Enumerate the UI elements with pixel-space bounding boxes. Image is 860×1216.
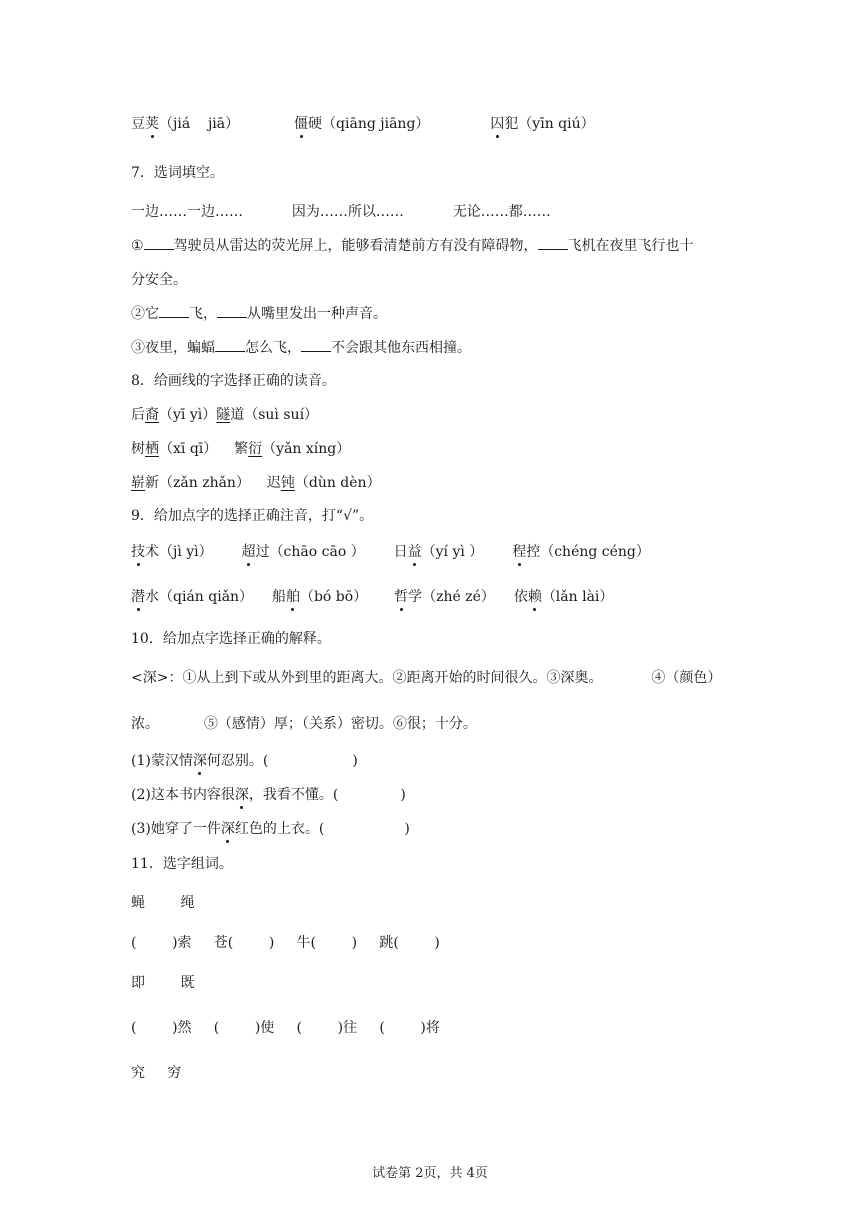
q11-words[interactable]: ( )索 苍( ) 牛( ) 跳( ) — [131, 935, 440, 951]
q8-underlined-char: 衍 — [248, 441, 263, 457]
q11-chars: 蝇 绳 — [131, 895, 195, 911]
q10-sentence-1 — [131, 751, 358, 771]
q8-underlined-char: 栖 — [145, 441, 159, 457]
q9-dotted-char: 潜 — [131, 589, 145, 605]
q9-title: 9．给加点字的选择正确注音，打“√”。 — [131, 508, 374, 524]
q6-pinyin-row — [131, 114, 595, 134]
answer-blank[interactable] — [144, 235, 174, 250]
q7-sentence-2 — [131, 303, 387, 324]
q9-pinyin: 学（zhé zé） — [408, 589, 495, 605]
q10-definition-text: ④（颜色） — [651, 670, 722, 686]
q9-dotted-char: 舶 — [285, 589, 300, 605]
q10-sentence-2 — [131, 785, 406, 805]
q11-group-1-chars — [131, 893, 195, 913]
q8-row-1 — [131, 405, 318, 425]
q8-underlined-char: 钝 — [280, 475, 295, 491]
q7-sentence-3 — [131, 337, 471, 358]
q7-s2-text: ②它 — [131, 306, 159, 322]
answer-blank[interactable] — [301, 337, 331, 352]
q7-sentence-1 — [131, 235, 694, 256]
q8-char: 迟 — [266, 475, 281, 491]
q9-pinyin: 水（qián qiǎn） — [145, 589, 254, 605]
q9-pinyin: （bó bō） — [299, 589, 368, 605]
q10-title: 10．给加点字选择正确的解释。 — [131, 631, 331, 647]
q9-pinyin: 术（jì yì） — [145, 544, 213, 560]
q9-pinyin: （lǎn lài） — [541, 589, 614, 605]
q10-dotted-char: 深 — [192, 753, 207, 769]
q8-underlined-char: 隧 — [216, 407, 231, 423]
q7-s1-text: 飞机在夜里飞行也十 — [567, 238, 694, 254]
q6-pinyin: 硬（qiāng jiāng） — [308, 116, 430, 132]
q10-text: ) — [400, 787, 406, 803]
q9-char: 依 — [513, 589, 528, 605]
q7-s2-text: 飞， — [189, 306, 217, 322]
q7-s3-text: 不会跟其他东西相撞。 — [331, 340, 471, 356]
q10-text: ) — [404, 821, 410, 837]
q8-pinyin: （xī qī） — [159, 441, 218, 457]
q9-dotted-char: 超 — [241, 544, 256, 560]
q10-dotted-char: 深 — [220, 821, 235, 837]
q10-text: (1)蒙汉情 — [131, 753, 193, 769]
q8-pinyin: （yī yì） — [159, 407, 217, 423]
q6-dotted-char: 荚 — [145, 116, 159, 132]
q8-pinyin: 新（zǎn zhǎn） — [145, 475, 250, 491]
q10-text: ，我看不懂。( — [248, 787, 339, 803]
q10-definitions-cont — [131, 714, 477, 734]
q8-underlined-char: 裔 — [145, 407, 159, 423]
q11-words[interactable]: ( )然 ( )使 ( )往 ( )将 — [131, 1020, 440, 1036]
q9-dotted-char: 赖 — [527, 589, 542, 605]
q10-text: 何忍别。( — [206, 753, 269, 769]
q11-chars: 即 既 — [131, 975, 195, 991]
q9-dotted-char: 哲 — [394, 589, 409, 605]
q9-dotted-char: 益 — [407, 544, 422, 560]
q8-pinyin: （dùn dèn） — [294, 475, 381, 491]
q10-definition-text: <深>：①从上到下或从外到里的距离大。②距离开始的时间很久。③深奥。 — [131, 670, 603, 686]
q7-sentence-1-cont: 分安全。 — [131, 272, 187, 288]
q7-option: 一边……一边…… — [131, 204, 243, 220]
q6-pinyin: （jiá jiā） — [159, 116, 240, 132]
q10-text: ) — [352, 753, 358, 769]
q9-pinyin: （yí yì ） — [421, 544, 484, 560]
q10-text: (3)她穿了一件 — [131, 821, 221, 837]
q6-dotted-char: 囚 — [490, 116, 505, 132]
q7-s2-text: 从嘴里发出一种声音。 — [247, 306, 387, 322]
q8-pinyin: （yǎn xíng） — [262, 441, 351, 457]
q11-group-2-chars — [131, 973, 195, 993]
q7-s1-text: 驾驶员从雷达的荧光屏上，能够看清楚前方有没有障碍物， — [173, 238, 538, 254]
q8-char: 后 — [131, 407, 145, 423]
q7-option: 无论……都…… — [452, 204, 551, 220]
q8-pinyin: 道（suì suí） — [230, 407, 319, 423]
q9-row-1 — [131, 542, 650, 562]
q11-group-3-chars — [131, 1063, 181, 1083]
q9-pinyin: 过（chāo cāo ） — [255, 544, 365, 560]
q10-definition-text: 浓。 — [131, 716, 159, 732]
q9-dotted-char: 程 — [512, 544, 527, 560]
q11-chars: 究 穷 — [131, 1065, 182, 1081]
q8-char: 繁 — [234, 441, 249, 457]
answer-blank[interactable] — [217, 303, 247, 318]
q7-s3-text: ③夜里，蝙蝠 — [131, 340, 215, 356]
answer-blank[interactable] — [215, 337, 245, 352]
q9-row-2 — [131, 587, 613, 607]
page-footer: 试卷第 2页，共 4页 — [372, 1166, 488, 1181]
q11-group-2-words — [131, 1018, 440, 1038]
q10-text: 红色的上衣。( — [234, 821, 325, 837]
answer-blank[interactable] — [159, 303, 189, 318]
q11-title: 11．选字组词。 — [131, 856, 233, 872]
q10-definition-text: ⑤（感情）厚；（关系）密切。⑥很；十分。 — [203, 716, 477, 732]
q7-options — [131, 202, 551, 222]
q7-s3-text: 怎么飞， — [245, 340, 301, 356]
q9-pinyin: 控（chéng céng） — [526, 544, 650, 560]
q6-pinyin: 犯（yīn qiú） — [504, 116, 595, 132]
q11-group-1-words — [131, 933, 440, 953]
q8-underlined-char: 崭 — [131, 475, 145, 491]
q8-char: 树 — [131, 441, 145, 457]
q7-option: 因为……所以…… — [291, 204, 404, 220]
q7-title: 7．选词填空。 — [131, 165, 224, 181]
q6-char: 豆 — [131, 116, 145, 132]
q9-char: 船 — [271, 589, 286, 605]
q10-text: (2)这本书内容很 — [131, 787, 235, 803]
q8-title: 8．给画线的字选择正确的读音。 — [131, 373, 336, 389]
q10-dotted-char: 深 — [234, 787, 249, 803]
q9-dotted-char: 技 — [131, 544, 145, 560]
q9-char: 日 — [393, 544, 408, 560]
q10-definitions — [131, 668, 721, 688]
q8-row-3 — [131, 473, 381, 493]
q7-s1-text: ① — [131, 238, 144, 254]
q10-sentence-3 — [131, 819, 410, 839]
q8-row-2 — [131, 439, 350, 459]
q6-dotted-char: 僵 — [294, 116, 309, 132]
answer-blank[interactable] — [538, 235, 568, 250]
